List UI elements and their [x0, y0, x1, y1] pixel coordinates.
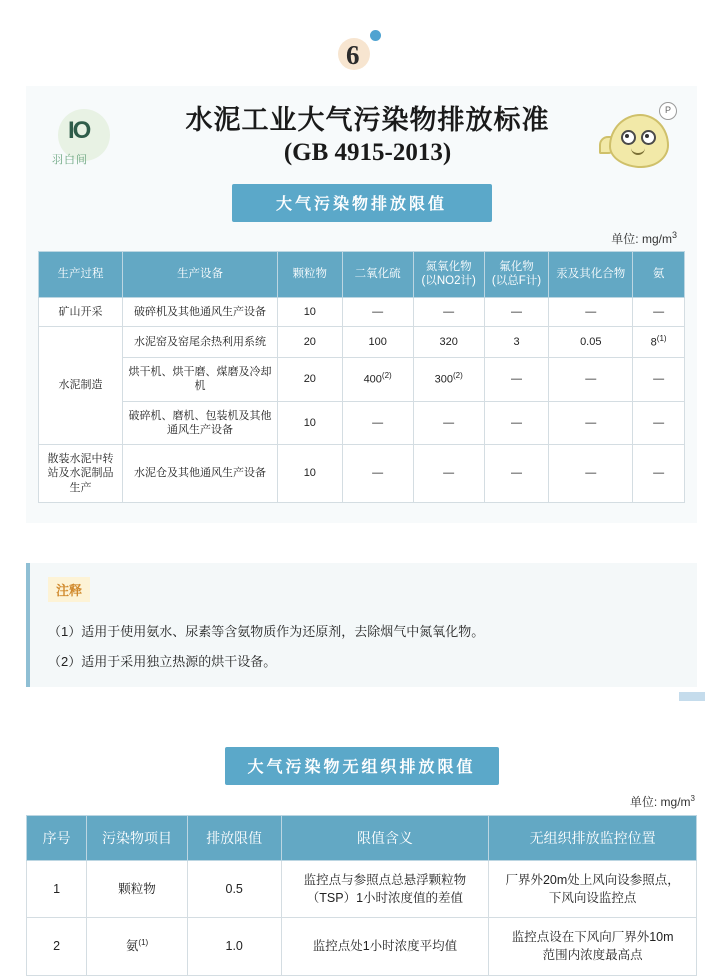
th-fluoride-l1: 氟化物 — [499, 261, 534, 273]
cell-pm: 10 — [278, 401, 343, 445]
section2-unit-sup: 3 — [690, 794, 695, 804]
page-number: 6 — [346, 40, 360, 70]
th-ammonia: 氨 — [633, 252, 685, 298]
cell-pm: 10 — [278, 445, 343, 503]
fugitive-emission-section — [0, 747, 723, 976]
logo-glyph: IO — [68, 117, 90, 144]
th-location: 无组织排放监控位置 — [489, 816, 697, 861]
th-process: 生产过程 — [39, 252, 123, 298]
cell-location-l1: 监控点设在下风向厂界外10m — [511, 930, 674, 945]
page-number-dot-decoration — [370, 30, 381, 41]
cell-so2: — — [342, 297, 413, 326]
cell-nox: — — [413, 445, 484, 503]
page-title: 水泥工业大气污染物排放标准 — [185, 104, 550, 135]
cell-pm: 10 — [278, 297, 343, 326]
cell-pollutant — [87, 861, 188, 918]
cell-fluoride: — — [484, 297, 549, 326]
cell-ammonia-value: 8 — [650, 336, 657, 349]
section2-unit-label: 单位: — [629, 795, 658, 810]
table-row — [27, 861, 697, 918]
page-subtitle: (GB 4915-2013) — [283, 139, 452, 167]
cell-so2: — — [342, 401, 413, 445]
table-header-row — [39, 252, 685, 298]
cell-nox: — — [413, 297, 484, 326]
cell-so2: 100 — [342, 327, 413, 358]
notes-panel — [26, 563, 697, 687]
cell-meaning-l2: （TSP）1小时浓度值的差值 — [306, 891, 464, 906]
cell-meaning — [281, 861, 489, 918]
th-fluoride — [484, 252, 549, 298]
section2-banner: 大气污染物无组织排放限值 — [225, 747, 499, 785]
cell-mercury: — — [549, 297, 633, 326]
table-row — [39, 445, 685, 503]
section1-unit-note — [38, 222, 685, 251]
cell-limit: 1.0 — [187, 918, 281, 975]
mascot-body — [609, 114, 669, 168]
cell-meaning-l1: 监控点处1小时浓度平均值 — [312, 939, 458, 954]
th-mercury: 汞及其化合物 — [549, 252, 633, 298]
cell-pollutant-footnote: (1) — [138, 938, 149, 948]
cell-mercury: 0.05 — [549, 327, 633, 358]
note-item: （2）适用于采用独立热源的烘干设备。 — [48, 653, 277, 669]
section2-unit-value: mg/m — [660, 795, 691, 810]
th-index: 序号 — [27, 816, 87, 861]
cell-meaning — [281, 918, 489, 975]
cell-ammonia-footnote: (1) — [656, 334, 667, 344]
cell-so2: — — [342, 445, 413, 503]
table-row — [39, 401, 685, 445]
table-header-row — [27, 816, 697, 861]
mascot-badge-icon: P — [659, 102, 677, 120]
logo-brand-text: 羽白间 — [52, 154, 88, 166]
cell-fluoride: — — [484, 401, 549, 445]
section1-unit-sup: 3 — [671, 230, 677, 240]
section1-banner: 大气污染物排放限值 — [232, 184, 492, 222]
cell-process: 水泥制造 — [39, 327, 123, 445]
fugitive-emission-table — [26, 815, 697, 976]
notes-corner-decoration — [679, 692, 705, 701]
mascot-pupil-right — [645, 134, 649, 138]
cell-location-l1: 厂界外20m处上风向设参照点， — [505, 873, 680, 888]
th-fluoride-l2: (以总F计) — [491, 275, 542, 288]
cell-equipment: 破碎机及其他通风生产设备 — [122, 297, 277, 326]
cell-fluoride: — — [484, 445, 549, 503]
cell-nox — [413, 358, 484, 402]
cell-nox-value: 300 — [434, 373, 453, 386]
cell-equipment: 烘干机、烘干磨、煤磨及冷却机 — [122, 358, 277, 402]
cell-fluoride: 3 — [484, 327, 549, 358]
section1-unit-label: 单位: — [611, 232, 639, 246]
section2-unit-note — [0, 785, 723, 815]
cell-ammonia: — — [633, 297, 685, 326]
section1-unit-value: mg/m — [641, 232, 672, 246]
notes-title: 注释 — [48, 577, 90, 602]
cell-index: 1 — [27, 861, 87, 918]
th-nox — [413, 252, 484, 298]
cell-equipment: 水泥仓及其他通风生产设备 — [122, 445, 277, 503]
th-particulate: 颗粒物 — [278, 252, 343, 298]
th-nox-l2: (以NO2计) — [421, 275, 476, 288]
cell-fluoride: — — [484, 358, 549, 402]
cell-location-l2: 下风向设监控点 — [548, 891, 637, 906]
cell-so2-footnote: (2) — [381, 371, 392, 381]
cell-process: 散装水泥中转站及水泥制品生产 — [39, 445, 123, 503]
cell-ammonia — [633, 327, 685, 358]
cell-location — [489, 918, 697, 975]
table-row — [39, 358, 685, 402]
cell-ammonia: — — [633, 445, 685, 503]
cell-meaning-l1: 监控点与参照点总悬浮颗粒物 — [303, 873, 467, 888]
cell-equipment: 水泥窑及窑尾余热利用系统 — [122, 327, 277, 358]
th-so2: 二氧化硫 — [342, 252, 413, 298]
cell-process: 矿山开采 — [39, 297, 123, 326]
title-block — [138, 104, 597, 169]
cell-location-l2: 范围内浓度最高点 — [542, 948, 643, 963]
cell-nox: 320 — [413, 327, 484, 358]
cell-pm: 20 — [278, 327, 343, 358]
table-row — [39, 327, 685, 358]
th-equipment: 生产设备 — [122, 252, 277, 298]
card-header — [38, 100, 685, 172]
th-pollutant: 污染物项目 — [87, 816, 188, 861]
cell-ammonia: — — [633, 358, 685, 402]
mascot-pupil-left — [625, 134, 629, 138]
cell-so2-value: 400 — [363, 373, 382, 386]
mascot-eye-left — [621, 130, 636, 145]
table-row — [39, 297, 685, 326]
cell-ammonia: — — [633, 401, 685, 445]
cell-mercury: — — [549, 401, 633, 445]
table-row — [27, 918, 697, 975]
cell-pollutant-value: 氨 — [125, 939, 139, 954]
th-limit: 排放限值 — [187, 816, 281, 861]
cell-mercury: — — [549, 358, 633, 402]
fugitive-table-wrapper — [26, 815, 697, 976]
cell-pollutant-value: 颗粒物 — [118, 882, 156, 897]
cell-nox-footnote: (2) — [452, 371, 463, 381]
emission-limits-table — [38, 251, 685, 503]
page-number-header — [0, 0, 723, 86]
th-meaning: 限值含义 — [281, 816, 489, 861]
cell-limit: 0.5 — [187, 861, 281, 918]
standard-card — [26, 86, 697, 523]
th-nox-l1: 氮氧化物 — [425, 261, 472, 273]
cell-index: 2 — [27, 918, 87, 975]
cell-pollutant — [87, 918, 188, 975]
mascot-illustration — [597, 100, 681, 172]
cell-mercury: — — [549, 445, 633, 503]
cell-equipment: 破碎机、磨机、包装机及其他通风生产设备 — [122, 401, 277, 445]
brand-logo — [42, 103, 138, 169]
mascot-eye-right — [641, 130, 656, 145]
cell-nox: — — [413, 401, 484, 445]
cell-so2 — [342, 358, 413, 402]
cell-location — [489, 861, 697, 918]
cell-pm: 20 — [278, 358, 343, 402]
note-item: （1）适用于使用氨水、尿素等含氨物质作为还原剂，去除烟气中氮氧化物。 — [48, 624, 485, 640]
